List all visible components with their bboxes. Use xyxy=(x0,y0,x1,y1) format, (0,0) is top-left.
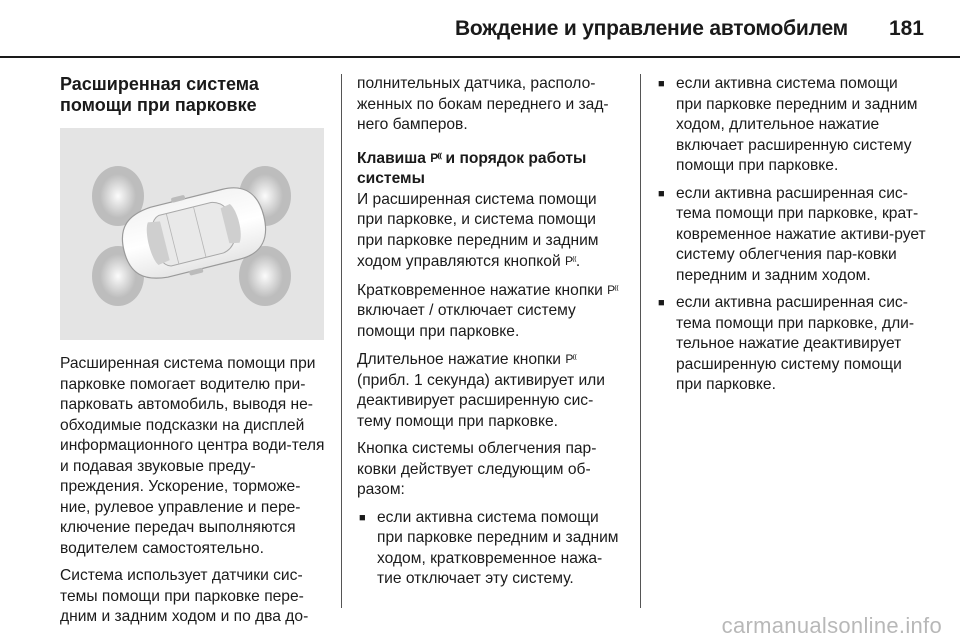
list-item: ■ если активна расширенная сис-тема помощи при парковке, крат-ковременное нажатие активи-рует систему облегчения пар-ковки передним и задним ходом. xyxy=(656,184,926,287)
parking-assist-button-icon: P⁽⁽ xyxy=(607,282,619,297)
page-header xyxy=(0,0,960,52)
header-title: Вождение и управление автомобилем xyxy=(454,17,848,40)
list-item: ■ если активна система помощи при парковке передним и задним ходом, кратковременное нажа-тие отключает эту систему. xyxy=(357,508,625,590)
watermark: carmanualsonline.info xyxy=(721,613,942,638)
column-3 xyxy=(656,74,926,403)
list-item: ■ если активна система помощи при парковке передним и задним ходом, длительное нажатие включает расширенную систему помощи при парковке. xyxy=(656,74,926,177)
section-title: Расширенная система помощи при парковке xyxy=(60,74,259,115)
paragraph: Кнопка системы облегчения пар-ковки действует следующим об-разом: xyxy=(357,440,597,498)
paragraph xyxy=(357,349,625,432)
subhead-text: и порядок работы системы xyxy=(357,149,587,187)
list-item: ■ если активна расширенная сис-тема помощи при парковке, дли-тельное нажатие деактивирует расширенную систему помощи при парковке. xyxy=(656,293,926,396)
paragraph-text: (прибл. 1 секунда) активирует или деактивирует расширенную сис-тему помощи при парковке. xyxy=(357,371,605,430)
column-divider xyxy=(341,74,342,608)
paragraph: Система использует датчики сис-темы помощи при парковке пере-дним и задним ходом и по два до- xyxy=(60,567,309,625)
parking-assist-button-icon: P⁽⁽ xyxy=(430,150,442,165)
paragraph xyxy=(357,280,625,343)
subhead-text: Клавиша xyxy=(357,149,426,167)
car-top-view-icon xyxy=(60,128,324,340)
paragraph: Расширенная система помощи при парковке помогает водителю при-парковать автомобиль, выводя не-обходимые подсказки на дисплей информационного центра води-теля и подавая звуковые преду-преждения. Ускорение, торможе-ние, рулевое управление и пере-ключение передач выполняются водителем самостоятельно. xyxy=(60,355,325,557)
paragraph-text: Длительное нажатие кнопки xyxy=(357,351,561,368)
paragraph-text: Кратковременное нажатие кнопки xyxy=(357,281,603,299)
column-divider xyxy=(640,74,641,608)
subsection-title xyxy=(357,148,625,190)
column-2 xyxy=(357,74,625,597)
parking-assist-button-icon: P⁽⁽ xyxy=(565,254,576,268)
paragraph-text: И расширенная система помощи при парковке, и система помощи при парковке передним и задним ходом управляются кнопкой xyxy=(357,190,599,270)
parking-sensor-illustration xyxy=(60,128,324,340)
bullet-list xyxy=(656,74,926,396)
paragraph: И расширенная система помощи при парковке, и система помощи при парковке передним и задним ходом управляются кнопкой P⁽⁽. xyxy=(357,190,599,270)
paragraph: полнительных датчика, располо-женных по бокам переднего и зад-него бамперов. xyxy=(357,75,609,133)
bullet-list xyxy=(357,508,625,590)
parking-assist-button-icon: P⁽⁽ xyxy=(565,352,577,366)
header-rule xyxy=(0,56,960,58)
column-1 xyxy=(60,74,325,635)
paragraph-text: включает / отключает систему помощи при парковке. xyxy=(357,302,576,340)
page-number: 181 xyxy=(888,17,924,40)
